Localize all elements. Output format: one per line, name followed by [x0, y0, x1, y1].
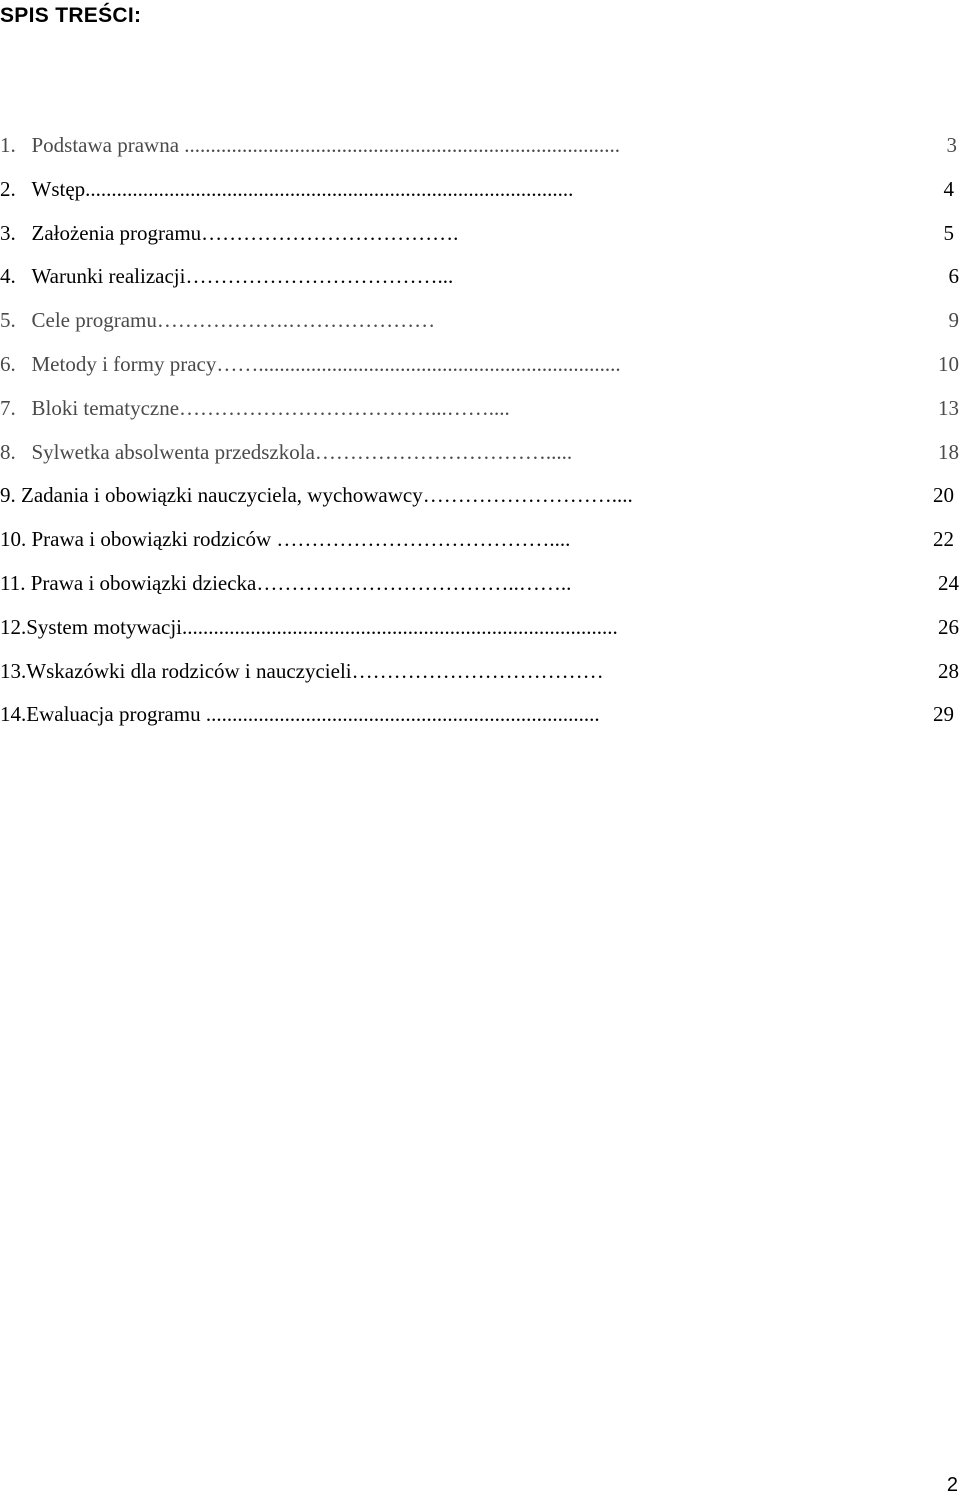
toc-entry-title: 8. Sylwetka absolwenta przedszkola…………………………….....: [0, 439, 573, 464]
toc-entry-title: 14.Ewaluacja programu ...........................................................................: [0, 702, 600, 727]
toc-entry-page: 18: [938, 439, 959, 464]
toc-entry: [0, 566, 960, 610]
toc-entry-title: 11. Prawa i obowiązki dziecka………………………………..……..: [0, 570, 572, 595]
page-title: SPIS TREŚCI:: [0, 4, 142, 27]
toc-entry-page: 9: [948, 308, 959, 333]
toc-entry: [0, 522, 960, 566]
toc-entry-page: 26: [938, 614, 959, 639]
toc-entry-title: 2. Wstęp.............................................................................................: [0, 176, 574, 201]
toc-entry: [0, 391, 960, 435]
toc-entry-page: 24: [938, 570, 959, 595]
toc-entry-title: 9. Zadania i obowiązki nauczyciela, wychowawcy………………………....: [0, 483, 633, 508]
toc-entry-title: 5. Cele programu……………….…………………: [0, 308, 436, 333]
toc-entry-title: 13.Wskazówki dla rodziców i nauczycieli………………………………: [0, 658, 604, 683]
toc-entry-page: 28: [938, 658, 959, 683]
toc-entry-title: 7. Bloki tematyczne………………………………...……....: [0, 395, 510, 420]
toc-entry: [0, 216, 960, 260]
toc-entry-page: 5: [943, 220, 954, 245]
table-of-contents: [0, 128, 960, 741]
toc-entry-page: 20: [933, 483, 954, 508]
toc-entry-title: 3. Założenia programu……………………………….: [0, 220, 459, 245]
toc-entry: [0, 172, 960, 216]
toc-entry-title: 12.System motywacji...................................................................................: [0, 614, 618, 639]
toc-entry-page: 22: [933, 527, 954, 552]
toc-entry: [0, 435, 960, 479]
toc-entry: [0, 478, 960, 522]
toc-entry-title: 6. Metody i formy pracy…….....................................................................: [0, 351, 621, 376]
toc-entry-title: 4. Warunki realizacji………………………………...: [0, 264, 454, 289]
toc-entry-page: 3: [946, 133, 957, 157]
toc-entry-page: 4: [943, 176, 954, 201]
toc-entry: [0, 128, 960, 172]
toc-entry: [0, 303, 960, 347]
toc-entry: [0, 347, 960, 391]
toc-entry-page: 6: [948, 264, 959, 289]
toc-entry: [0, 259, 960, 303]
toc-entry-title: 10. Prawa i obowiązki rodziców …………………………………....: [0, 527, 571, 552]
toc-entry-page: 29: [933, 702, 954, 727]
toc-entry-page: 13: [938, 395, 959, 420]
toc-entry: [0, 697, 960, 741]
toc-entry-page: 10: [938, 351, 959, 376]
page-number: 2: [946, 1474, 958, 1496]
toc-entry-title: 1. Podstawa prawna ...................................................................................: [0, 133, 621, 157]
toc-entry: [0, 654, 960, 698]
toc-entry: [0, 610, 960, 654]
